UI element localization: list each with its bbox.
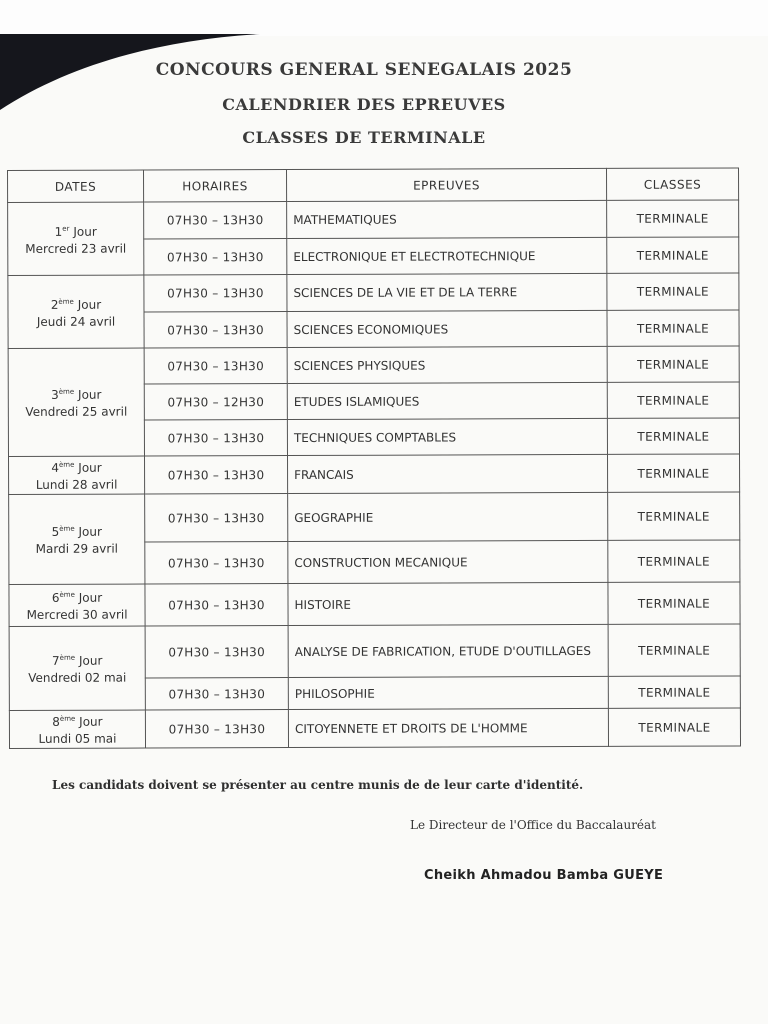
exam-class-cell: TERMINALE bbox=[607, 382, 739, 418]
day-cell bbox=[9, 584, 145, 626]
day-cell bbox=[9, 494, 145, 584]
table-row bbox=[9, 624, 740, 679]
table-header-row bbox=[8, 168, 739, 203]
day-cell bbox=[8, 202, 144, 275]
exam-class-cell: TERMINALE bbox=[607, 310, 739, 346]
day-label bbox=[16, 711, 139, 731]
table-row bbox=[9, 708, 740, 749]
day-ordinal-suffix: ème bbox=[58, 297, 74, 306]
exam-class-cell: TERMINALE bbox=[607, 200, 739, 237]
day-label bbox=[15, 587, 138, 607]
day-date: Mardi 29 avril bbox=[35, 541, 119, 556]
day-word: Jour bbox=[78, 590, 103, 605]
director-name: Cheikh Ahmadou Bamba GUEYE bbox=[424, 868, 664, 883]
exam-subject-cell: GEOGRAPHIE bbox=[288, 492, 608, 541]
exam-class-cell: TERMINALE bbox=[607, 454, 739, 492]
exam-hours-cell: 07H30 – 12H30 bbox=[144, 384, 287, 420]
director-title: Le Directeur de l'Office du Baccalauréat bbox=[410, 818, 657, 832]
day-ordinal-suffix: ème bbox=[58, 460, 75, 469]
day-cell bbox=[8, 348, 144, 456]
photo-top-margin bbox=[0, 0, 768, 36]
exam-subject-cell: SCIENCES PHYSIQUES bbox=[287, 346, 607, 383]
day-number: 5 bbox=[51, 524, 60, 539]
table-row bbox=[8, 200, 739, 240]
day-word: Jour bbox=[78, 653, 103, 668]
exam-subject-cell: MATHEMATIQUES bbox=[287, 200, 607, 238]
exam-hours-cell: 07H30 – 13H30 bbox=[144, 202, 287, 239]
exam-hours-cell: 07H30 – 13H30 bbox=[144, 312, 287, 348]
day-number: 4 bbox=[51, 460, 60, 475]
day-ordinal-suffix: ème bbox=[59, 714, 76, 723]
day-cell bbox=[9, 456, 145, 494]
day-cell bbox=[8, 275, 144, 348]
column-header-exams: EPREUVES bbox=[287, 168, 607, 201]
exam-hours-cell: 07H30 – 13H30 bbox=[145, 494, 288, 542]
day-date: Mercredi 23 avril bbox=[25, 241, 127, 256]
table-row bbox=[8, 346, 739, 385]
exam-hours-cell: 07H30 – 13H30 bbox=[145, 678, 288, 710]
exam-schedule-table bbox=[7, 167, 741, 749]
day-date: Jeudi 24 avril bbox=[36, 314, 116, 329]
column-header-dates: DATES bbox=[8, 170, 144, 202]
day-date: Mercredi 30 avril bbox=[26, 607, 128, 622]
exam-subject-cell: ELECTRONIQUE ET ELECTROTECHNIQUE bbox=[287, 237, 607, 274]
exam-class-cell: TERMINALE bbox=[607, 237, 739, 273]
day-date: Lundi 05 mai bbox=[38, 731, 117, 746]
exam-subject-cell: ETUDES ISLAMIQUES bbox=[287, 382, 607, 419]
exam-hours-cell: 07H30 – 13H30 bbox=[144, 420, 287, 456]
exam-class-cell: TERMINALE bbox=[608, 708, 740, 746]
day-number: 3 bbox=[51, 387, 59, 402]
exam-hours-cell: 07H30 – 13H30 bbox=[144, 239, 287, 275]
exam-subject-cell: SCIENCES ECONOMIQUES bbox=[287, 310, 607, 347]
exam-hours-cell: 07H30 – 13H30 bbox=[145, 542, 288, 584]
day-ordinal-suffix: ème bbox=[58, 387, 75, 396]
day-label bbox=[15, 457, 138, 477]
column-header-hours: HORAIRES bbox=[144, 170, 287, 202]
exam-subject-cell: TECHNIQUES COMPTABLES bbox=[287, 418, 607, 455]
day-word: Jour bbox=[78, 460, 102, 475]
exam-class-cell: TERMINALE bbox=[607, 346, 739, 382]
day-word: Jour bbox=[73, 224, 97, 239]
day-word: Jour bbox=[79, 714, 103, 729]
day-number: 2 bbox=[50, 297, 59, 312]
exam-class-cell: TERMINALE bbox=[608, 676, 740, 708]
table-row bbox=[9, 492, 740, 543]
exam-subject-cell: HISTOIRE bbox=[288, 582, 608, 625]
day-cell bbox=[9, 710, 145, 748]
day-word: Jour bbox=[78, 524, 102, 539]
table-row bbox=[8, 273, 739, 313]
exam-class-cell: TERMINALE bbox=[607, 273, 739, 310]
day-label bbox=[15, 384, 138, 404]
day-word: Jour bbox=[77, 387, 102, 402]
day-label bbox=[14, 220, 137, 240]
class-level-heading: CLASSES DE TERMINALE bbox=[242, 128, 486, 147]
exam-hours-cell: 07H30 – 13H30 bbox=[145, 584, 288, 626]
exam-class-cell: TERMINALE bbox=[608, 492, 740, 540]
day-ordinal-suffix: ème bbox=[59, 653, 76, 662]
day-cell bbox=[9, 626, 145, 710]
exam-subject-cell: PHILOSOPHIE bbox=[288, 676, 608, 709]
column-header-classes: CLASSES bbox=[606, 168, 738, 200]
candidate-instructions: Les candidats doivent se présenter au centre munis de de leur carte d'identité. bbox=[52, 778, 584, 792]
day-number: 8 bbox=[52, 714, 60, 729]
day-date: Lundi 28 avril bbox=[35, 477, 118, 492]
day-word: Jour bbox=[77, 297, 102, 312]
day-date: Vendredi 02 mai bbox=[28, 670, 127, 685]
exam-subject-cell: CONSTRUCTION MECANIQUE bbox=[288, 540, 608, 583]
day-label bbox=[15, 521, 138, 541]
exam-class-cell: TERMINALE bbox=[608, 624, 740, 676]
day-label bbox=[14, 293, 137, 313]
table-row bbox=[9, 582, 740, 627]
day-label bbox=[16, 650, 139, 670]
exam-hours-cell: 07H30 – 13H30 bbox=[145, 626, 288, 678]
exam-hours-cell: 07H30 – 13H30 bbox=[144, 275, 287, 312]
day-ordinal-suffix: ème bbox=[59, 590, 75, 599]
day-number: 1 bbox=[54, 224, 63, 239]
day-ordinal-suffix: er bbox=[62, 224, 70, 233]
document-subtitle: CALENDRIER DES EPREUVES bbox=[222, 95, 506, 114]
day-number: 6 bbox=[51, 590, 60, 605]
exam-class-cell: TERMINALE bbox=[607, 418, 739, 454]
exam-subject-cell: ANALYSE DE FABRICATION, ETUDE D'OUTILLAGES bbox=[288, 624, 608, 677]
exam-hours-cell: 07H30 – 13H30 bbox=[144, 456, 287, 494]
exam-class-cell: TERMINALE bbox=[608, 582, 740, 624]
exam-hours-cell: 07H30 – 13H30 bbox=[144, 348, 287, 384]
exam-subject-cell: FRANCAIS bbox=[287, 454, 607, 493]
table-row bbox=[9, 454, 740, 495]
day-date: Vendredi 25 avril bbox=[25, 404, 128, 419]
exam-subject-cell: CITOYENNETE ET DROITS DE L'HOMME bbox=[288, 708, 608, 747]
day-number: 7 bbox=[52, 653, 60, 668]
exam-subject-cell: SCIENCES DE LA VIE ET DE LA TERRE bbox=[287, 273, 607, 311]
exam-class-cell: TERMINALE bbox=[608, 540, 740, 582]
exam-hours-cell: 07H30 – 13H30 bbox=[145, 710, 288, 748]
day-ordinal-suffix: ème bbox=[59, 524, 75, 533]
document-title: CONCOURS GENERAL SENEGALAIS 2025 bbox=[155, 60, 573, 80]
